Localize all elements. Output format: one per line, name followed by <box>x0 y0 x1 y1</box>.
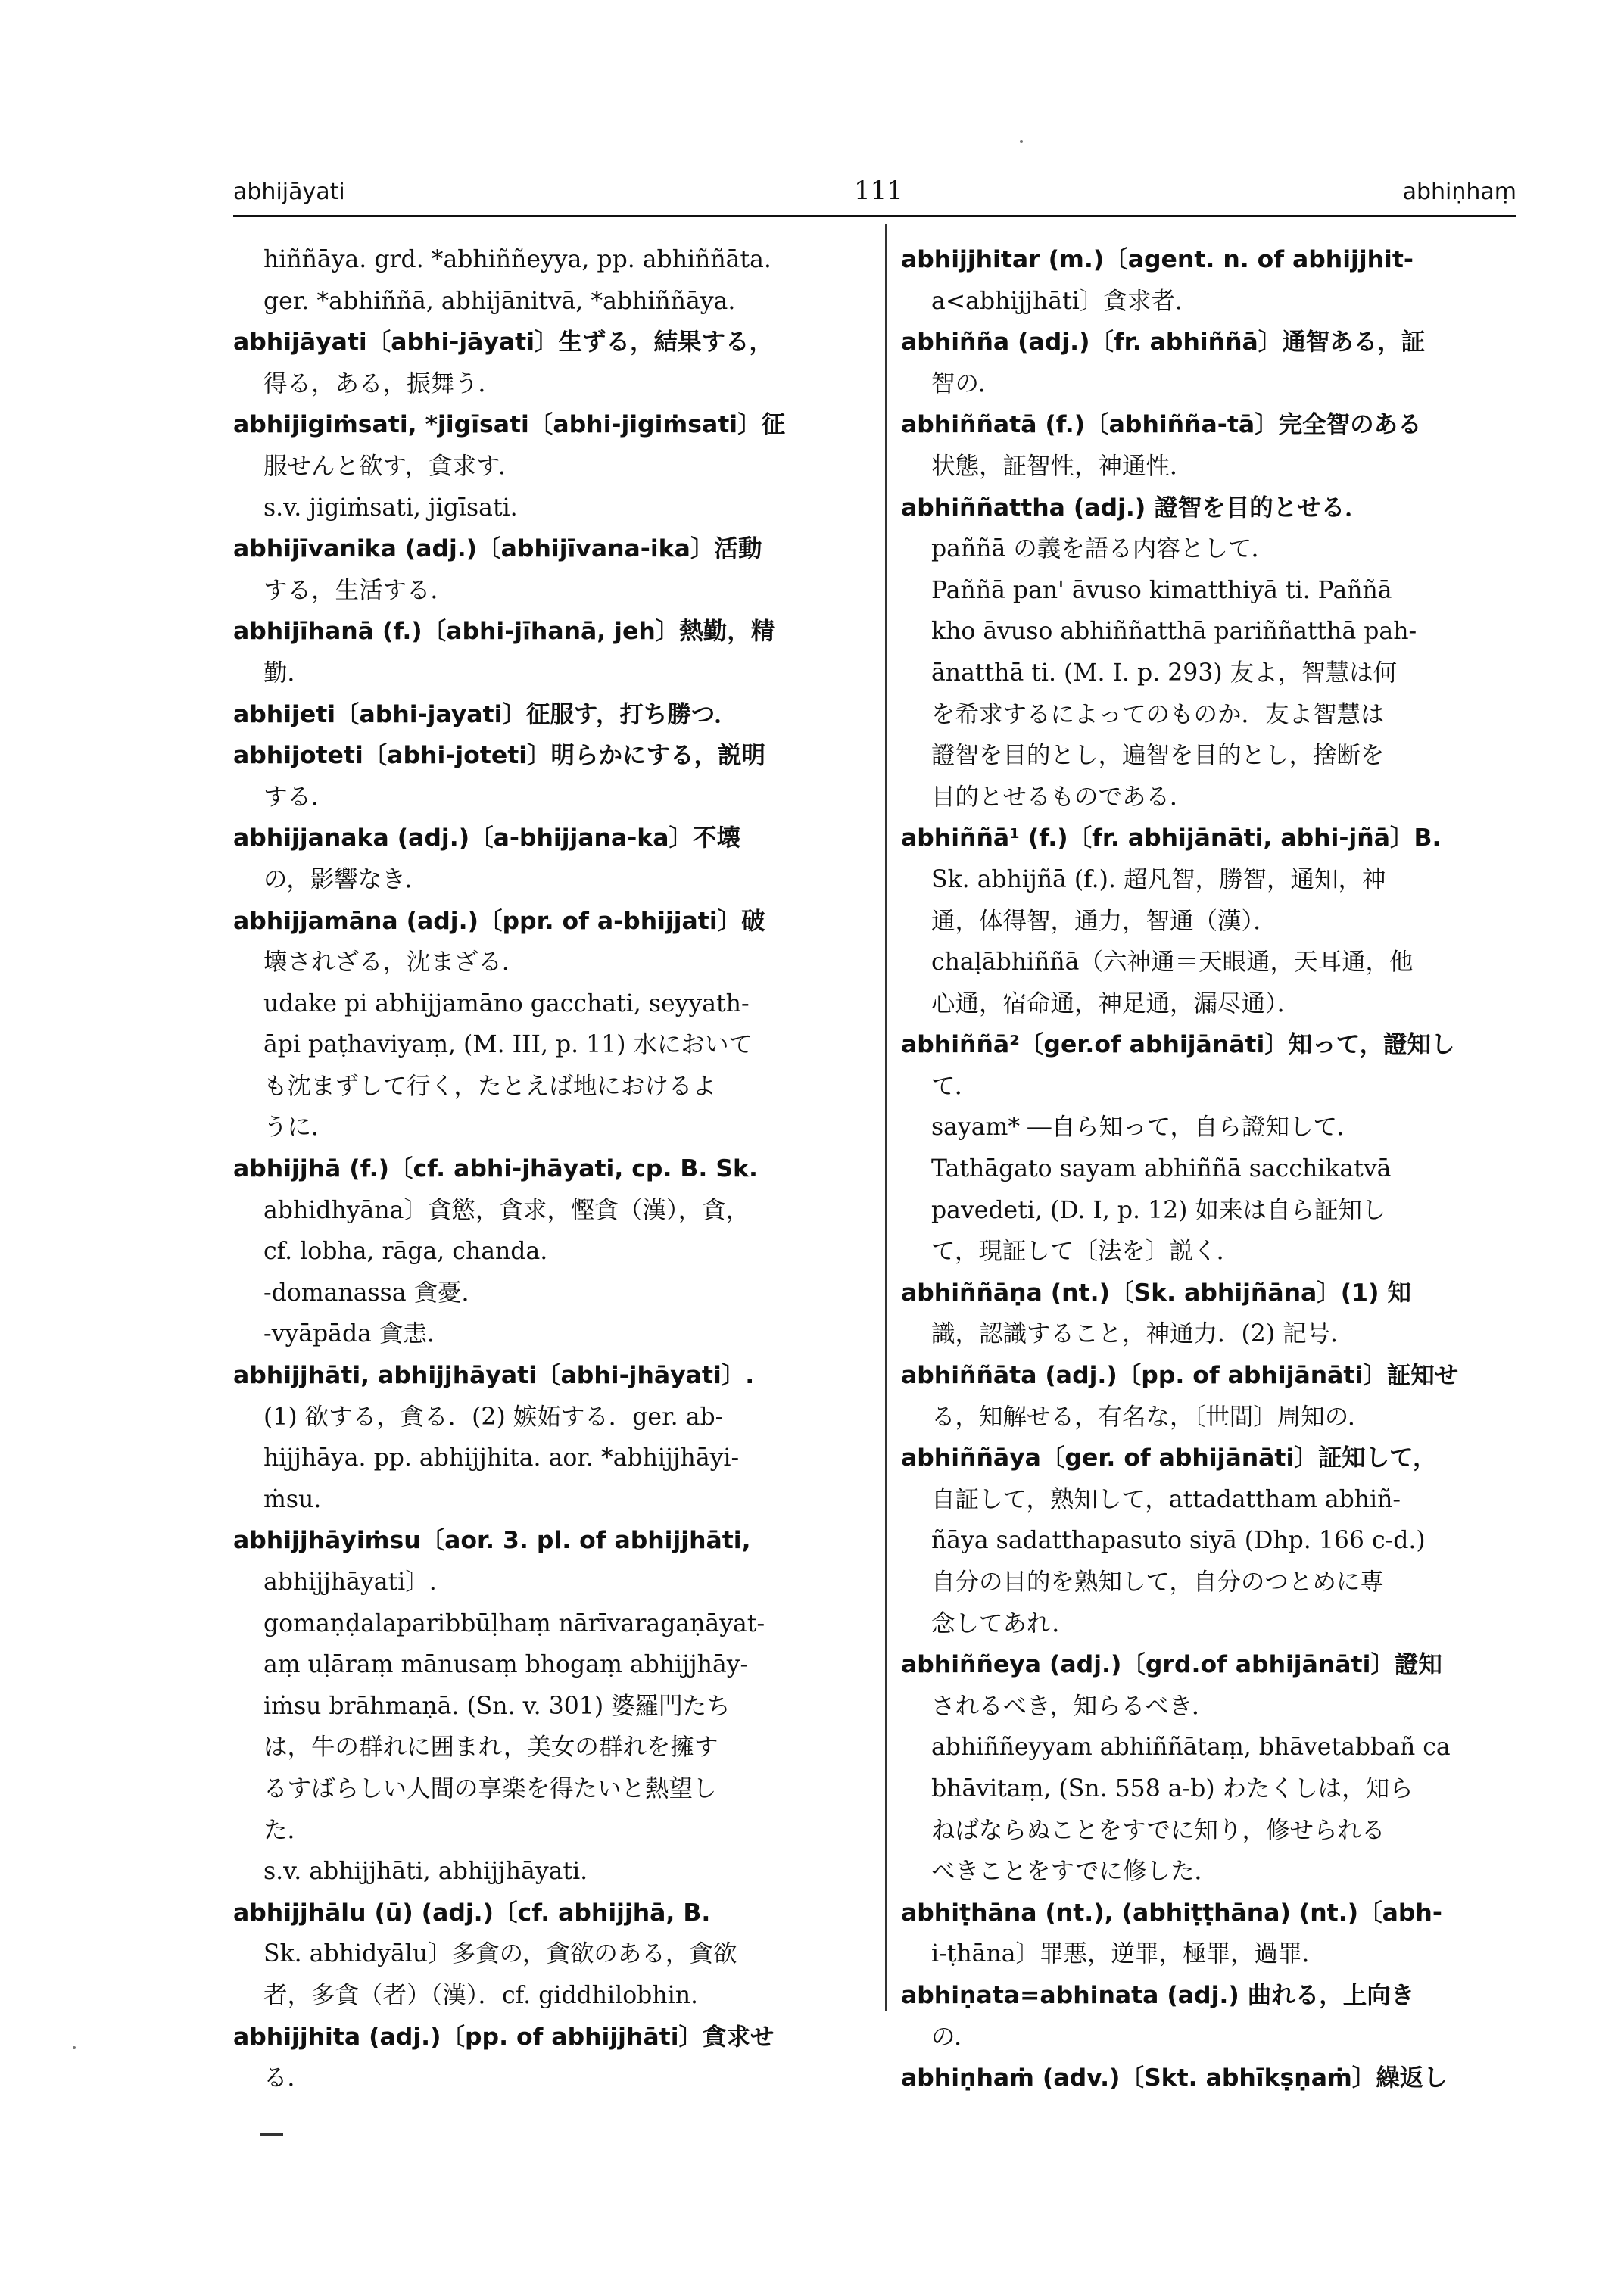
entry-line: paññā の義を語る内容として． <box>931 535 1276 563</box>
entry-line: て． <box>931 1072 979 1100</box>
right-guide-word: abhiṇhaṃ <box>1402 179 1516 205</box>
entry-line: 得る，ある，振舞う． <box>263 369 503 397</box>
entry-line: 證智を目的とし，遍智を目的とし，捨断を <box>931 742 1385 770</box>
entry-line: 念してあれ． <box>931 1609 1076 1637</box>
entry-line: abhiññā²〔ger.of abhijānāti〕知って，證知し <box>901 1031 1455 1059</box>
entry-line: abhijeti〔abhi-jayati〕征服す，打ち勝つ． <box>233 700 738 728</box>
entry-line: うに． <box>263 1114 335 1142</box>
entry-line: も沈まずして行く，たとえば地におけるよ <box>263 1072 716 1100</box>
entry-line: Sk. abhijñā (f.). 超凡智，勝智，通知，神 <box>931 865 1386 893</box>
entry-line: 智の． <box>931 369 1002 397</box>
entry-line: udake pi abhijjamāno gacchati, seyyath- <box>263 989 750 1017</box>
entry-line: 識，認識すること，神通力．(2) 記号． <box>931 1320 1354 1348</box>
entry-line: abhiñña (adj.)〔fr. abhiññā〕通智ある，証 <box>901 329 1426 357</box>
entry-line: abhijjhitar (m.)〔agent. n. of abhijjhit- <box>901 246 1414 273</box>
entry-line: s.v. jigiṁsati, jigīsati. <box>263 494 518 522</box>
entry-line: 勤． <box>263 659 312 687</box>
entry-line: āpi paṭhaviyaṃ, (M. III, p. 11) 水において <box>263 1031 753 1059</box>
entry-line: 目的とせるものである． <box>931 783 1194 811</box>
entry-line: る，知解せる，有名な，〔世間〕周知の． <box>931 1403 1372 1431</box>
entry-line: 心通，宿命通，神足通，漏尽通）． <box>931 989 1301 1017</box>
entry-line: cf. lobha, rāga, chanda. <box>263 1238 548 1266</box>
entry-line: る． <box>263 2064 312 2092</box>
entry-line: ṁsu. <box>263 1485 322 1513</box>
entry-line: abhijoteti〔abhi-joteti〕明らかにする，説明 <box>233 742 766 770</box>
entry-line: の，影響なき． <box>263 865 429 893</box>
entry-line: abhijāyati〔abhi-jāyati〕生ずる，結果する， <box>233 329 774 357</box>
entry-line: ñāya sadatthapasuto siyā (Dhp. 166 c-d.) <box>931 1527 1426 1555</box>
entry-line: gomaṇḍalaparibbūḷhaṃ nārīvaragaṇāyat- <box>263 1609 765 1637</box>
entry-line: abhijjhāyiṁsu〔aor. 3. pl. of abhijjhāti, <box>233 1527 751 1555</box>
left-guide-word: abhijāyati <box>233 179 345 205</box>
column-divider <box>885 224 887 2011</box>
entry-line: a<abhijjhāti〕貪求者． <box>931 287 1199 315</box>
entry-line: 服せんと欲す，貪求す． <box>263 452 522 480</box>
entry-line: Paññā pan' āvuso kimatthiyā ti. Paññā <box>931 576 1392 604</box>
entry-line: を希求するによってのものか．友よ智慧は <box>931 700 1385 728</box>
entry-line: kho āvuso abhiññatthā pariññatthā pah- <box>931 618 1417 646</box>
entry-line: abhiññattha (adj.) 證智を目的とせる． <box>901 494 1369 522</box>
scan-speck <box>73 2046 76 2049</box>
entry-line: abhijigiṁsati, *jigīsati〔abhi-jigiṁsati〕征 <box>233 411 786 439</box>
page-header <box>233 176 1516 217</box>
page-number: 111 <box>854 176 903 206</box>
entry-line: abhiññeya (adj.)〔grd.of abhijānāti〕證知 <box>901 1651 1442 1679</box>
entry-line: abhijjhāti, abhijjhāyati〔abhi-jhāyati〕. <box>233 1362 755 1390</box>
entry-line: abhiṇata=abhinata (adj.) 曲れる，上向き <box>901 1981 1415 2009</box>
entry-line: abhiññeyyam abhiññātaṃ, bhāvetabbañ ca <box>931 1734 1451 1762</box>
left-column <box>233 239 862 2099</box>
entry-line: べきことをすでに修した． <box>931 1858 1218 1886</box>
footer-dash-mark <box>260 2133 283 2136</box>
entry-line: ねばならぬことをすでに知り，修せられる <box>931 1816 1386 1844</box>
entry-line: abhiṇhaṁ (adv.)〔Skt. abhīkṣṇaṁ〕繰返し <box>901 2064 1448 2092</box>
entry-line: abhiññatā (f.)〔abhiñña-tā〕完全智のある <box>901 411 1422 439</box>
entry-line: abhiññāṇa (nt.)〔Sk. abhijñāna〕(1) 知 <box>901 1279 1411 1307</box>
entry-line: 状態，証智性，神通性． <box>931 452 1194 480</box>
entry-line: abhijjhālu (ū) (adj.)〔cf. abhijjhā, B. <box>233 1899 711 1927</box>
entry-line: chaḷābhiññā（六神通＝天眼通，天耳通，他 <box>931 949 1414 977</box>
entry-line: は，牛の群れに囲まれ，美女の群れを擁す <box>263 1734 718 1762</box>
entry-line: hijjhāya. pp. abhijjhita. aor. *abhijjhāyi- <box>263 1444 740 1472</box>
entry-line: ānatthā ti. (M. I. p. 293) 友よ，智慧は何 <box>931 659 1398 687</box>
entry-line: ger. *abhiññā, abhijānitvā, *abhiññāya. <box>263 287 736 315</box>
entry-line: 自分の目的を熟知して，自分のつとめに専 <box>931 1569 1384 1596</box>
entry-line: abhijjhā (f.)〔cf. abhi-jhāyati, cp. B. Sk. <box>233 1155 758 1183</box>
entry-line: の． <box>931 2023 978 2051</box>
entry-line: abhidhyāna〕貪慾，貪求，慳貪（漢），貪， <box>263 1196 750 1224</box>
entry-line: -vyāpāda 貪恚． <box>263 1320 451 1348</box>
entry-line: -domanassa 貪憂． <box>263 1279 486 1307</box>
entry-line: aṃ uḷāraṃ mānusaṃ bhogaṃ abhijjhāy- <box>263 1651 749 1679</box>
scan-speck <box>1020 140 1023 143</box>
entry-line: する． <box>263 783 335 811</box>
entry-line: abhijjhita (adj.)〔pp. of abhijjhāti〕貪求せ <box>233 2023 775 2051</box>
entry-line: abhijīvanika (adj.)〔abhijīvana-ika〕活動 <box>233 535 762 563</box>
entry-line: abhiññāta (adj.)〔pp. of abhijānāti〕証知せ <box>901 1362 1459 1390</box>
entry-line: abhijjhāyati〕. <box>263 1569 437 1596</box>
entry-line: abhijjamāna (adj.)〔ppr. of a-bhijjati〕破 <box>233 907 765 935</box>
entry-line: abhiññā¹ (f.)〔fr. abhijānāti, abhi-jñā〕B. <box>901 824 1442 852</box>
entry-line: する，生活する． <box>263 576 455 604</box>
entry-line: iṁsu brāhmaṇā. (Sn. v. 301) 婆羅門たち <box>263 1692 731 1720</box>
entry-line: abhijjanaka (adj.)〔a-bhijjana-ka〕不壊 <box>233 824 741 852</box>
entry-line: されるべき，知らるべき． <box>931 1692 1216 1720</box>
entry-line: i-ṭhāna〕罪悪，逆罪，極罪，過罪． <box>931 1940 1326 1968</box>
entry-line: 者，多貪（者）（漢）．cf. giddhilobhin. <box>263 1981 698 2009</box>
entry-line: 自証して，熟知して，attadattham abhiñ- <box>931 1485 1401 1513</box>
entry-line: s.v. abhijjhāti, abhijjhāyati. <box>263 1858 588 1886</box>
entry-line: bhāvitaṃ, (Sn. 558 a-b) わたくしは，知ら <box>931 1774 1414 1802</box>
entry-line: 通，体得智，通力，智通（漢）． <box>931 907 1277 935</box>
right-column <box>901 239 1516 2099</box>
entry-line: Tathāgato sayam abhiññā sacchikatvā <box>931 1155 1392 1183</box>
entry-line: abhiññāya〔ger. of abhijānāti〕証知して， <box>901 1444 1437 1472</box>
entry-line: abhijīhanā (f.)〔abhi-jīhanā, jeh〕熱勤，精 <box>233 618 775 646</box>
entry-line: abhiṭhāna (nt.), (abhiṭṭhāna) (nt.)〔abh- <box>901 1899 1442 1927</box>
entry-line: Sk. abhidyālu〕多貪の，貪欲のある，貪欲 <box>263 1940 737 1968</box>
entry-line: た． <box>263 1816 312 1844</box>
entry-line: るすばらしい人間の享楽を得たいと熱望し <box>263 1774 717 1802</box>
entry-line: hiññāya. grd. *abhiññeyya, pp. abhiññāta. <box>263 246 771 273</box>
entry-line: 壊されざる，沈まざる． <box>263 949 526 977</box>
entry-line: pavedeti, (D. I, p. 12) 如来は自ら証知し <box>931 1196 1386 1224</box>
entry-line: (1) 欲する，貪る．(2) 嫉妬する．ger. ab- <box>263 1403 724 1431</box>
entry-line: て，現証して〔法を〕説く． <box>931 1238 1241 1266</box>
entry-line: sayam* ―自ら知って，自ら證知して． <box>931 1114 1361 1142</box>
